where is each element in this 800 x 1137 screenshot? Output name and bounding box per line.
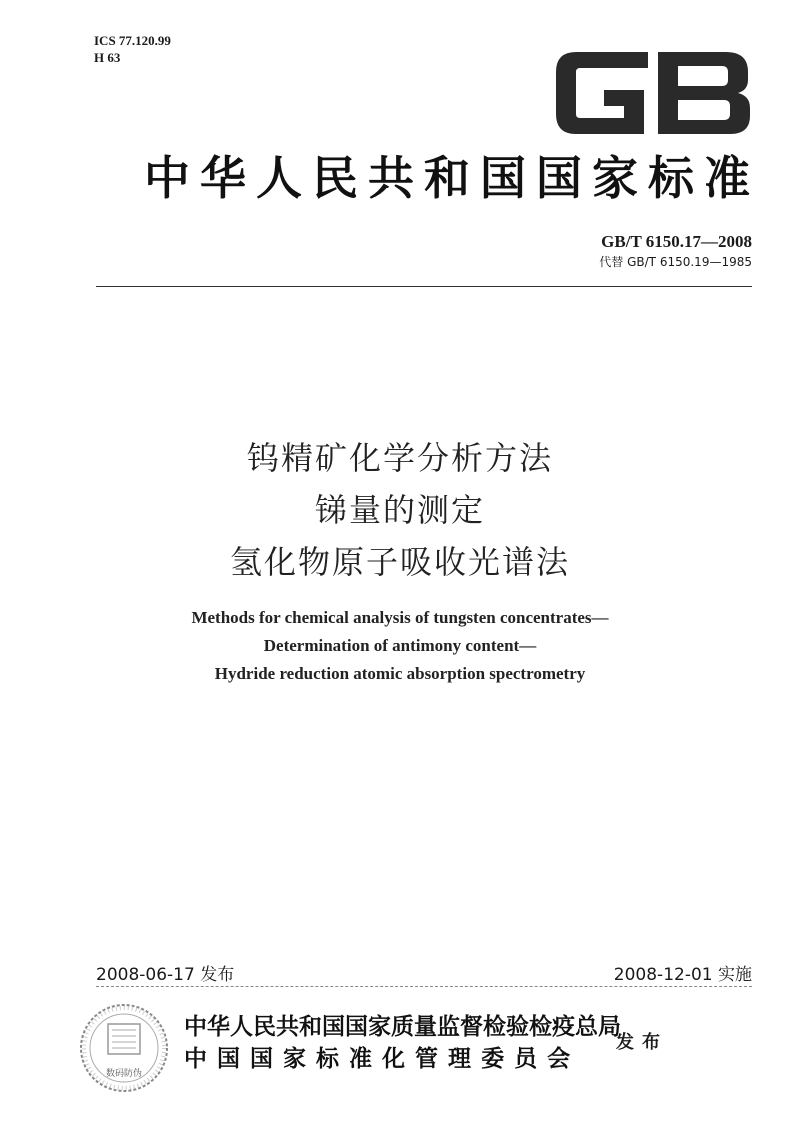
gb-logo — [548, 44, 758, 142]
replaces-standard: 代替 GB/T 6150.19—1985 — [599, 255, 752, 269]
footer-divider — [96, 986, 752, 987]
national-standard-title: 中华人民共和国国家标准 — [144, 151, 760, 205]
title-en-line3: Hydride reduction atomic absorption spectrometry — [214, 664, 586, 683]
standard-number: GB/T 6150.17—2008 — [601, 232, 752, 251]
publish-label: 发布 — [616, 1032, 668, 1053]
issuer-line1: 中华人民共和国国家质量监督检验检疫总局 — [184, 1014, 621, 1040]
issue-date: 2008-06-17 发布 — [96, 965, 235, 985]
seal-label: 数码防伪 — [105, 1069, 142, 1079]
title-zh-line3: 氢化物原子吸收光谱法 — [229, 543, 570, 581]
title-zh-line2: 锑量的测定 — [314, 491, 485, 529]
issuer-line2: 中 国 国 家 标 准 化 管 理 委 员 会 — [184, 1046, 572, 1072]
ccs-code: H 63 — [94, 50, 121, 65]
effective-date: 2008-12-01 实施 — [613, 965, 752, 985]
title-en-line1: Methods for chemical analysis of tungsten concentrates— — [191, 608, 609, 627]
ics-code: ICS 77.120.99 — [94, 33, 171, 48]
anti-counterfeit-seal-icon — [78, 1002, 170, 1094]
classification-codes — [94, 32, 171, 66]
title-zh-line1: 钨精矿化学分析方法 — [246, 439, 553, 477]
header-divider — [96, 286, 752, 287]
title-en-line2: Determination of antimony content— — [263, 636, 537, 655]
